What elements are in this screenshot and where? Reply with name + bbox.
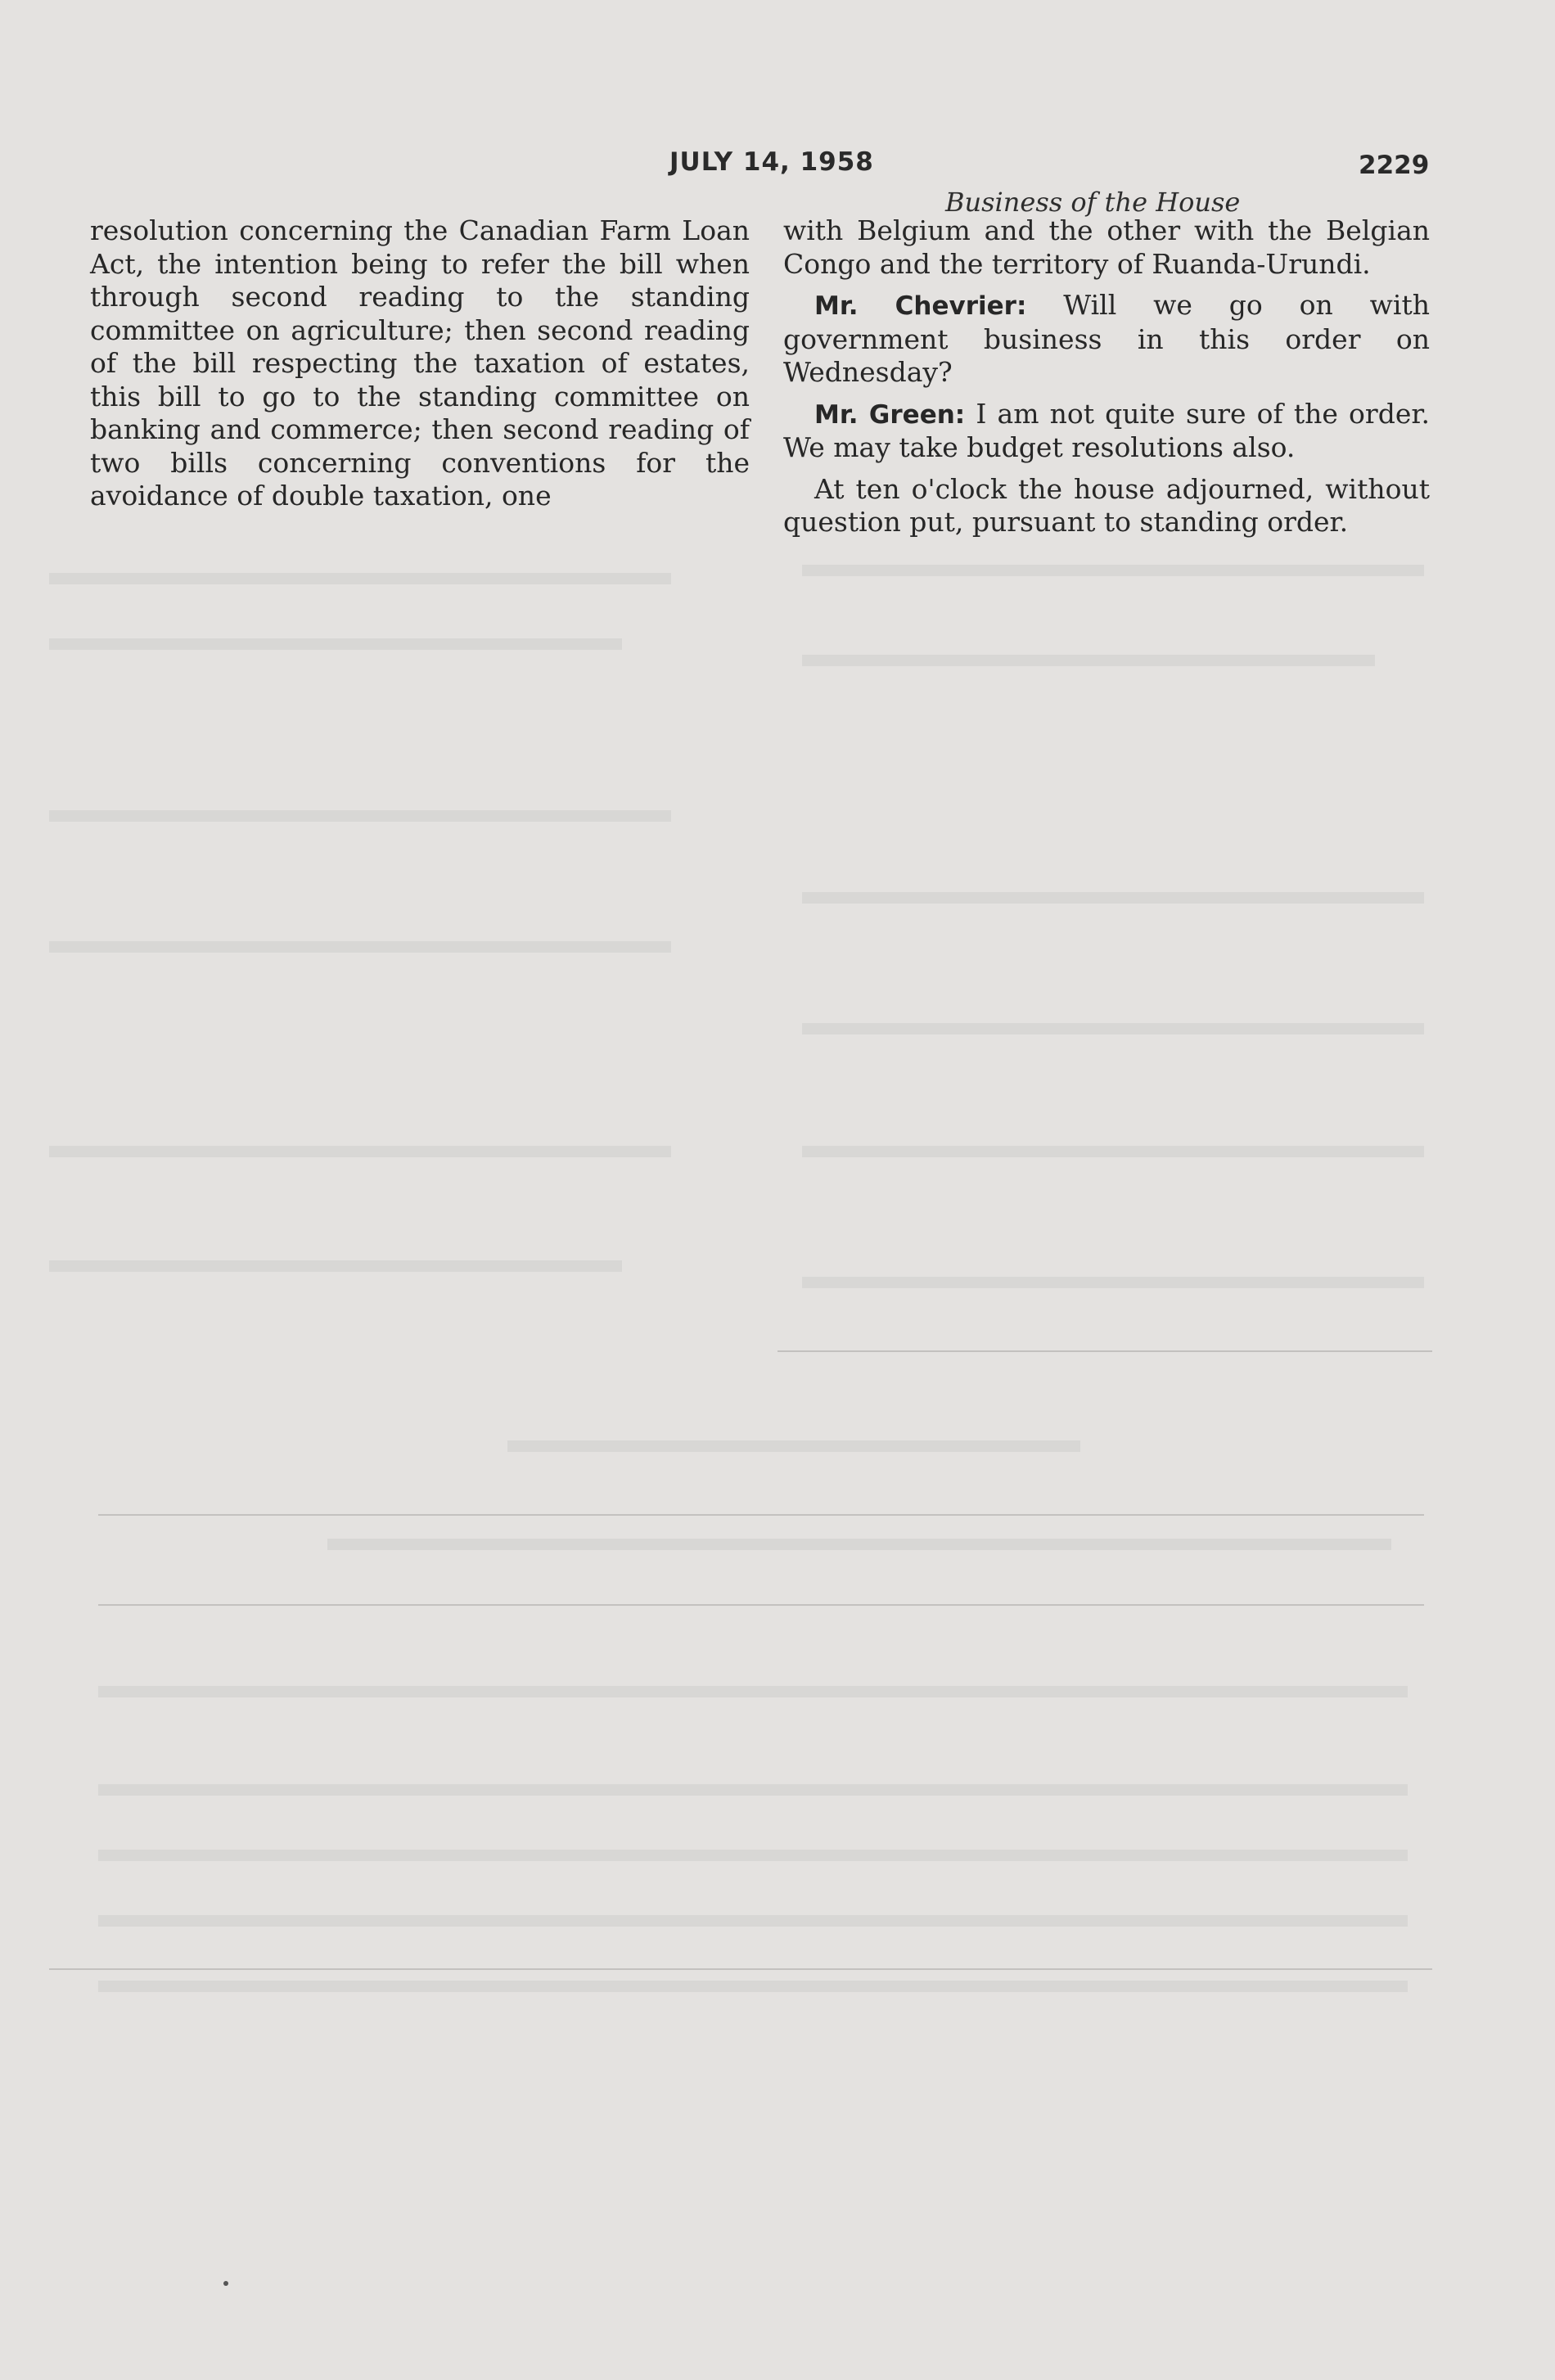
section-heading: Business of the House bbox=[945, 187, 1241, 218]
speaker-chevrier: Mr. Chevrier: bbox=[814, 291, 1027, 321]
speaker-green: Mr. Green: bbox=[814, 399, 966, 430]
left-column bbox=[90, 214, 750, 513]
chevrier-paragraph bbox=[783, 289, 1430, 390]
green-remark: I am not quite sure of the order. We may take budget resolutions also. bbox=[783, 397, 1430, 463]
right-column bbox=[783, 214, 1430, 539]
stray-mark bbox=[223, 2281, 228, 2286]
chevrier-remark: Will we go on with government business in this order on Wednesday? bbox=[783, 289, 1430, 388]
continuation-paragraph: with Belgium and the other with the Belgian Congo and the territory of Ruanda-Urundi. bbox=[783, 214, 1430, 280]
adjournment-paragraph: At ten o'clock the house adjourned, without question put, pursuant to standing order. bbox=[783, 472, 1430, 538]
green-paragraph bbox=[783, 398, 1430, 465]
page-date: JULY 14, 1958 bbox=[669, 147, 874, 177]
page-number: 2229 bbox=[1359, 151, 1430, 180]
left-paragraph: resolution concerning the Canadian Farm Loan Act, the intention being to refer the bill when through second reading to the standing committee on agriculture; then second reading of the bill respecting the taxation of estates, this bill to go to the standing committee on banking and commerce; then second reading of two bills concerning conventions for the avoidance of double taxation, one bbox=[90, 214, 750, 512]
